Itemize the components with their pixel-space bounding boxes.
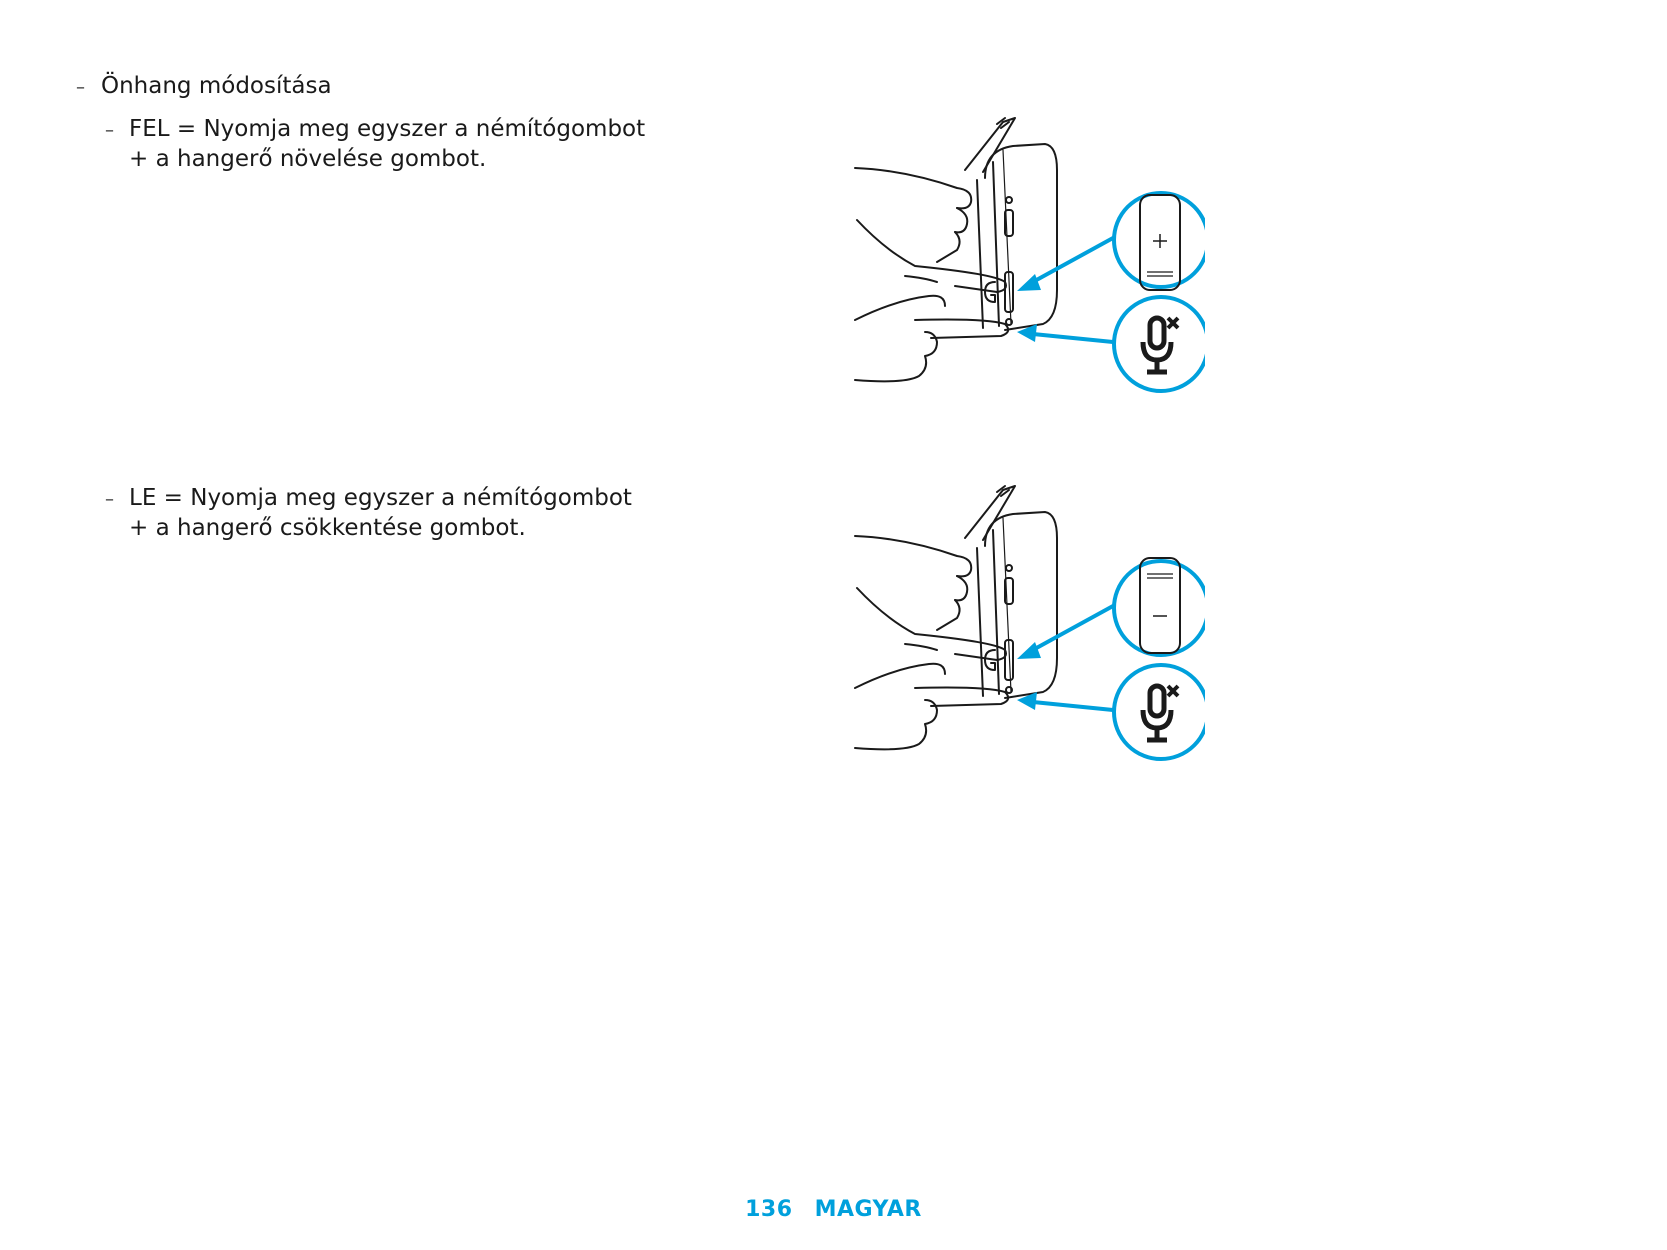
headset-volume-down-illustration: [845, 478, 1205, 768]
page-number: 136: [745, 1197, 793, 1222]
step-down-line1: LE = Nyomja meg egyszer a némítógombot: [129, 485, 632, 511]
plus-icon: [1114, 193, 1205, 290]
step-up-line1: FEL = Nyomja meg egyszer a némítógombot: [129, 116, 646, 142]
footer-language: MAGYAR: [814, 1197, 922, 1222]
minus-icon: [1114, 558, 1205, 655]
section-heading: Önhang módosítása: [101, 73, 332, 99]
step-down-line2: + a hangerő csökkentése gombot.: [129, 515, 526, 541]
step-up-line2: + a hangerő növelése gombot.: [129, 146, 487, 172]
mic-mute-icon: [1114, 665, 1205, 759]
page-footer: [0, 1197, 1667, 1222]
mic-mute-icon: [1114, 297, 1205, 391]
list-dash: –: [76, 77, 85, 98]
list-dash: –: [105, 489, 114, 510]
headset-volume-up-illustration: [845, 110, 1205, 400]
list-dash: –: [105, 120, 114, 141]
